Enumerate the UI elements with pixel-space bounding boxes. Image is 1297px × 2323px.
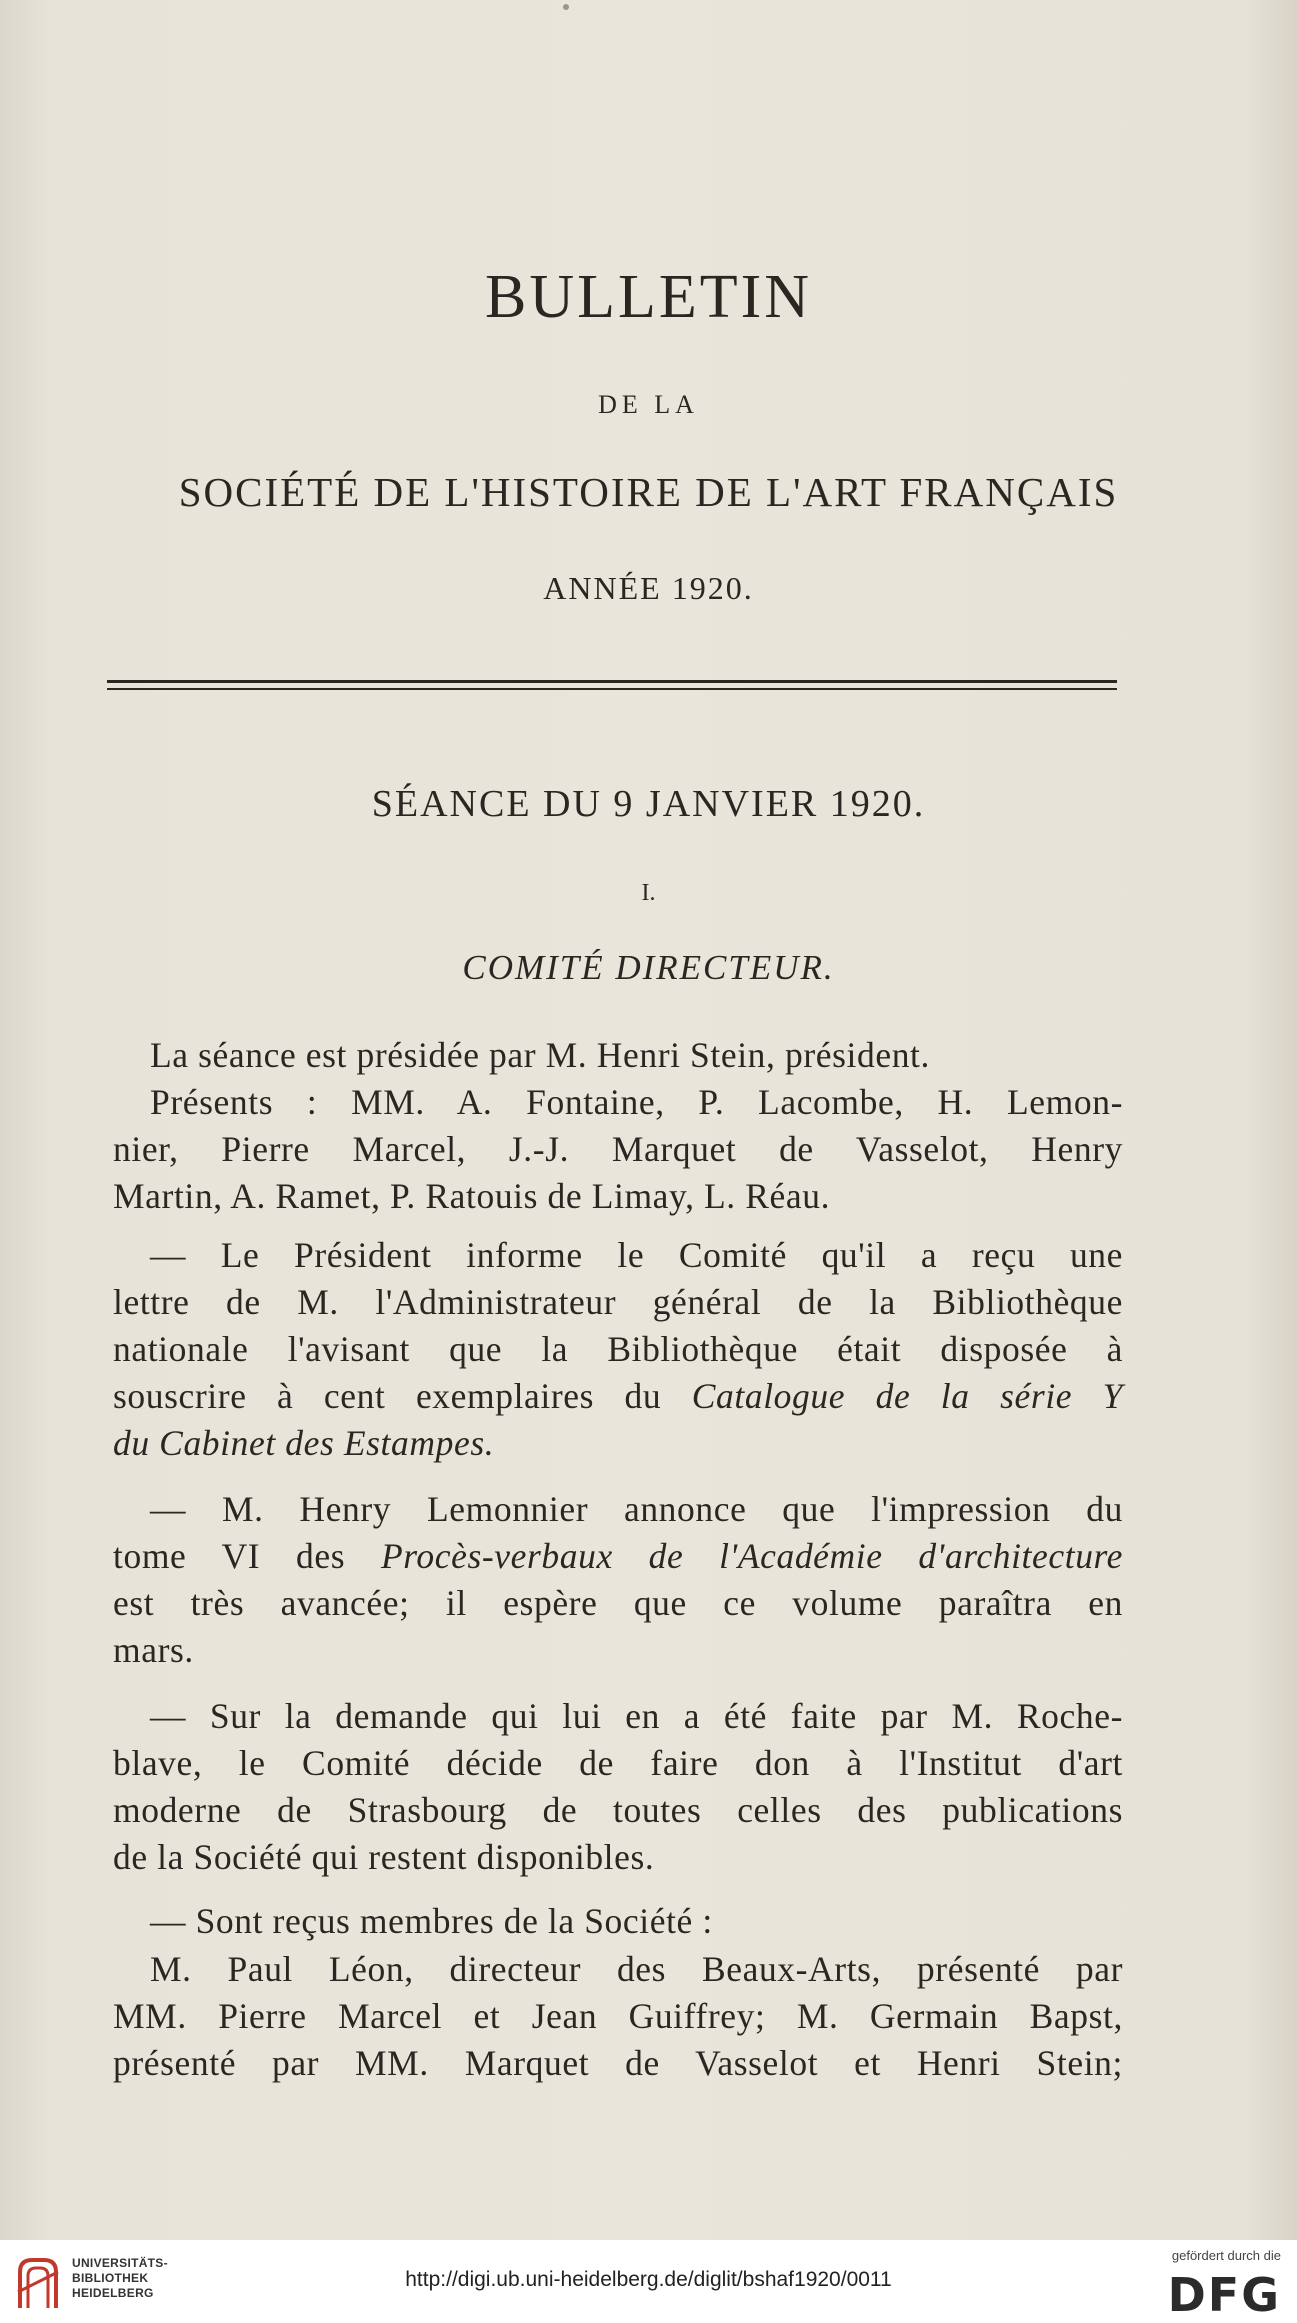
- cabinet-title: du Cabinet des Estampes.: [113, 1423, 495, 1463]
- text-line: M. Paul Léon, directeur des Beaux-Arts, présenté par: [150, 1949, 1123, 1989]
- text-run: tome VI des: [113, 1536, 381, 1576]
- text-run: souscrire à cent exemplaires du: [113, 1376, 692, 1416]
- text-line: moderne de Strasbourg de toutes celles des publications: [113, 1790, 1123, 1830]
- double-rule-top: [107, 680, 1117, 683]
- dfg-logo: DFG: [1167, 2268, 1281, 2322]
- session-heading: SÉANCE DU 9 JANVIER 1920.: [371, 783, 926, 825]
- text-line: mars.: [113, 1630, 194, 1670]
- paragraph-attendees: [113, 1079, 1123, 1220]
- text-line: [113, 1420, 1123, 1467]
- paragraph-member-list: [113, 1946, 1123, 2087]
- text-line: — M. Henry Lemonnier annonce que l'impression du: [150, 1489, 1123, 1529]
- paragraph-new-members: [113, 1898, 1123, 1945]
- permalink-url[interactable]: http://digi.ub.uni-heidelberg.de/diglit/bshaf1920/0011: [405, 2268, 892, 2291]
- committee-heading: COMITÉ DIRECTEUR.: [462, 948, 835, 987]
- library-line: HEIDELBERG: [72, 2286, 154, 2300]
- double-rule-bottom: [107, 688, 1117, 690]
- library-line: UNIVERSITÄTS-: [72, 2256, 168, 2270]
- society-name: SOCIÉTÉ DE L'HISTOIRE DE L'ART FRANÇAIS: [178, 469, 1119, 515]
- bulletin-subtitle: DE LA: [598, 390, 699, 419]
- ink-speck: [563, 4, 569, 10]
- catalogue-title: Catalogue de la série Y: [691, 1376, 1123, 1416]
- text-line: Présents : MM. A. Fontaine, P. Lacombe, H. Lemon-: [150, 1082, 1123, 1122]
- proces-verbaux-title: Procès-verbaux de l'Académie d'architecture: [381, 1536, 1124, 1576]
- paragraph-rocheblave: [113, 1693, 1123, 1881]
- text-line: — Le Président informe le Comité qu'il a reçu une: [150, 1235, 1123, 1275]
- text-line: lettre de M. l'Administrateur général de la Bibliothèque: [113, 1282, 1123, 1322]
- text-line: nationale l'avisant que la Bibliothèque était disposée à: [113, 1329, 1123, 1369]
- text-line: présenté par MM. Marquet de Vasselot et Henri Stein;: [113, 2043, 1123, 2083]
- text-line: La séance est présidée par M. Henri Stein, président.: [150, 1035, 930, 1075]
- library-line: BIBLIOTHEK: [72, 2271, 149, 2285]
- text-line: MM. Pierre Marcel et Jean Guiffrey; M. Germain Bapst,: [113, 1996, 1123, 2036]
- text-line: [113, 1533, 1123, 1580]
- text-line: blave, le Comité décide de faire don à l'Institut d'art: [113, 1743, 1123, 1783]
- text-line: Martin, A. Ramet, P. Ratouis de Limay, L. Réau.: [113, 1176, 831, 1216]
- text-line: [113, 1373, 1123, 1420]
- paragraph-presidency: [113, 1032, 1123, 1079]
- text-line: est très avancée; il espère que ce volume paraîtra en: [113, 1583, 1123, 1623]
- paragraph-lemonnier: [113, 1486, 1123, 1674]
- text-line: — Sur la demande qui lui en a été faite par M. Roche-: [150, 1696, 1123, 1736]
- text-line: nier, Pierre Marcel, J.-J. Marquet de Vasselot, Henry: [113, 1129, 1123, 1169]
- section-number: I.: [641, 880, 656, 906]
- year-label: ANNÉE 1920.: [543, 570, 754, 606]
- dfg-caption: gefördert durch die: [1171, 2248, 1281, 2263]
- paragraph-bibliotheque: [113, 1232, 1123, 1467]
- text-line: — Sont reçus membres de la Société :: [150, 1901, 713, 1941]
- text-line: de la Société qui restent disponibles.: [113, 1837, 655, 1877]
- digitization-footer: [0, 2240, 1297, 2323]
- bulletin-title: BULLETIN: [484, 263, 813, 331]
